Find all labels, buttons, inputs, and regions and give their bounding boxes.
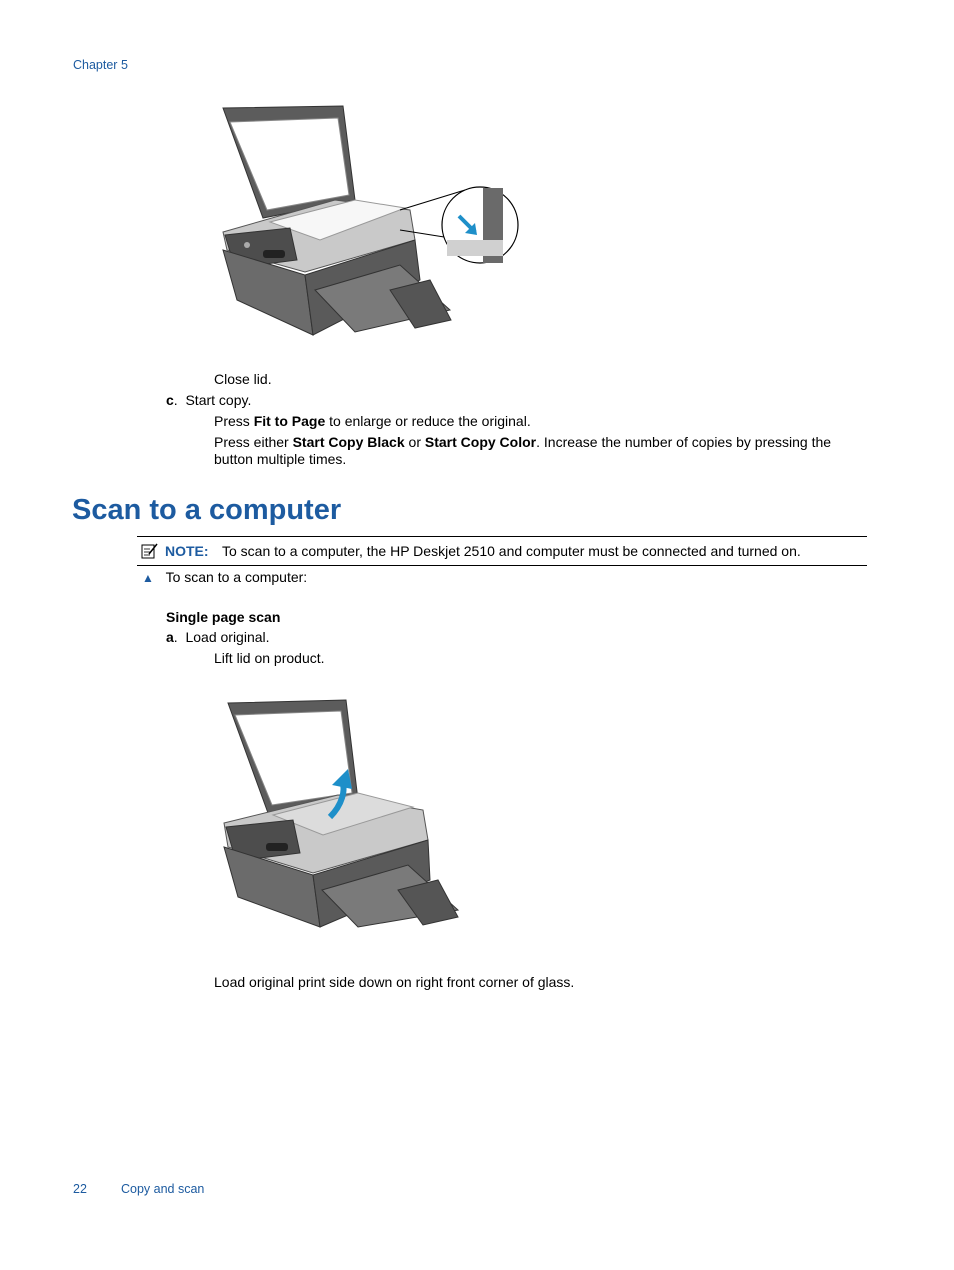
- step-c-marker: c: [166, 392, 174, 408]
- load-original-text: Load original print side down on right front corner of glass.: [214, 974, 575, 990]
- fit-to-page-bold: Fit to Page: [253, 413, 326, 429]
- start-copy-color-bold: Start Copy Color: [424, 434, 537, 450]
- procedure-intro: To scan to a computer:: [165, 569, 308, 585]
- line2-pre: Press either: [214, 434, 293, 450]
- line2-mid: or: [404, 434, 425, 450]
- procedure-triangle-icon: ▲: [142, 571, 154, 585]
- line1-post: to enlarge or reduce the original.: [325, 413, 531, 429]
- printer-lid-open-figure: [215, 100, 525, 340]
- line1-pre: Press: [214, 413, 254, 429]
- step-a-marker: a: [166, 629, 174, 645]
- step-c: c. Start copy.: [166, 392, 252, 408]
- subsection-title: Single page scan: [166, 609, 281, 625]
- printer-lift-lid-figure: [218, 695, 463, 935]
- note-box: [137, 536, 867, 566]
- note-text: To scan to a computer, the HP Deskjet 2510 and computer must be connected and turned on.: [222, 543, 801, 559]
- fit-to-page-line: [214, 413, 531, 430]
- step-a: a. Load original.: [166, 629, 270, 645]
- page-number: 22: [73, 1182, 87, 1196]
- note-label: NOTE:: [165, 543, 209, 559]
- footer-section-name: Copy and scan: [121, 1182, 205, 1196]
- start-copy-black-bold: Start Copy Black: [292, 434, 405, 450]
- section-title: Scan to a computer: [72, 494, 342, 526]
- step-c-label: Start copy.: [185, 392, 252, 408]
- line2-post: . Increase the number of copies by pressing the button multiple times.: [214, 434, 832, 467]
- step-a-label: Load original.: [185, 629, 270, 645]
- procedure-line: [142, 569, 307, 587]
- lift-lid-text: Lift lid on product.: [214, 650, 325, 666]
- start-copy-line: [214, 434, 864, 468]
- close-lid-text: Close lid.: [214, 371, 272, 387]
- running-head-chapter: Chapter 5: [73, 58, 128, 72]
- note-pencil-icon: [141, 542, 159, 559]
